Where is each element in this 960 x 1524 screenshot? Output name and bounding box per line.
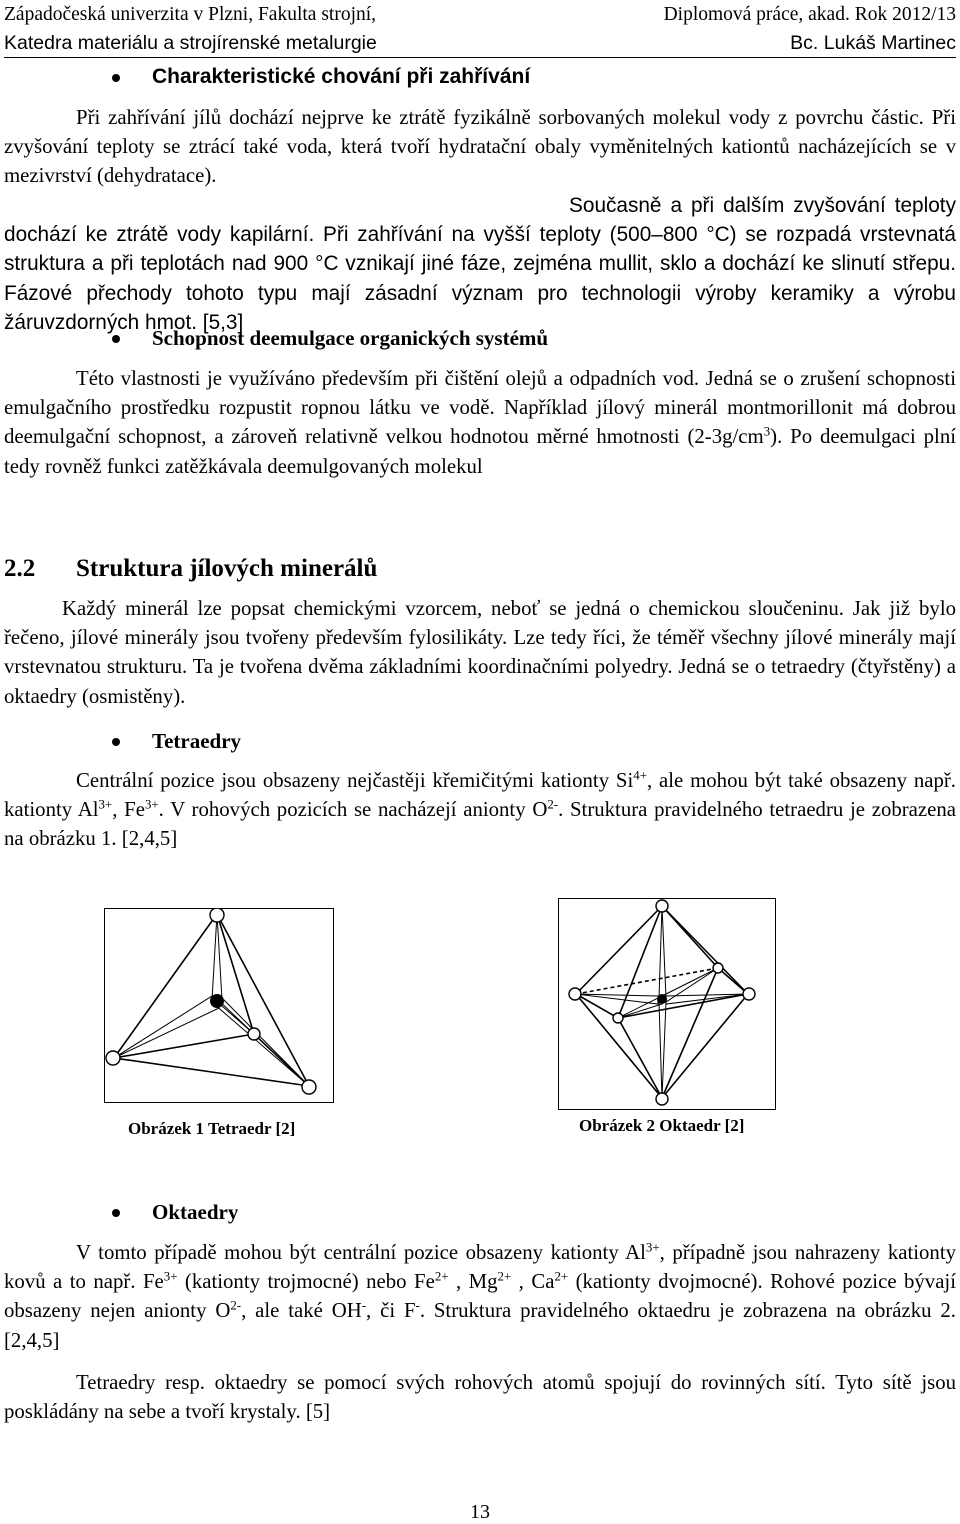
header-row-2 — [4, 29, 956, 58]
oxygen-atom — [613, 1013, 623, 1023]
bullet-heading-deemulsion — [4, 323, 956, 353]
octahedron-figure — [558, 898, 776, 1110]
page-header — [4, 0, 956, 58]
bullet-icon — [112, 738, 120, 746]
oxygen-atom — [656, 900, 668, 912]
bullet-heading-tetrahedra — [4, 726, 956, 756]
header-divider — [4, 57, 956, 58]
header-author: Bc. Lukáš Martinec — [790, 32, 956, 54]
oxygen-atom — [743, 988, 755, 1000]
paragraph-heating — [4, 103, 956, 191]
paragraph-octahedra: V tomto případě mohou být centrální pozice obsazeny kationty $Al^{3+}$, případně jsou nahrazeny kationty kovů a to např. $Fe^{3+}$ (kationty trojmocné) nebo $Fe^{2+}$ , $Mg^{2+}$ , $Ca^{2+}$ (kationty dvojmocné). Rohové pozice bývají obsazeny nejen anionty $O^{2-}$, ale také OH-, či F-. Struktura pravidelného oktaedru je zobrazena na obrázku 2. [2,4,5] — [4, 1240, 956, 1352]
paragraph-deemulsion: Této vlastnosti je využíváno především při čištění olejů a odpadních vod. Jedná se o zrušení schopnosti emulgačního prostředku rozpustit ropnou látku ve vodě. Například jílový minerál montmorillonit má dobrou deemulgační schopnost, a zároveň relativně velkou hodnotou měrné hmotnosti $(2-3g/cm^3)$. Po deemulgaci plní tedy rovněž funkci zatěžkávala deemulgovaných molekul — [4, 367, 957, 478]
paragraph-networks: Tetraedry resp. oktaedry se pomocí svých rohových atomů spojují do rovinných sítí. Tyto sítě jsou poskládány na sebe a tvoří krystaly. [5] — [4, 1371, 956, 1424]
oxygen-atom — [713, 963, 723, 973]
heading-octahedra: Oktaedry — [152, 1200, 239, 1224]
bullet-heading-octahedra — [4, 1197, 956, 1227]
paragraph-heating-lead: Při zahřívání jílů dochází nejprve ke ztrátě fyzikálně sorbovaných molekul vody z povrchu částic. Při zvyšování teploty se ztrácí také voda, která tvoří hydratační obaly vyměnitelných kationtů nacházejících se v mezivrství (dehydratace). — [4, 106, 956, 188]
bullet-icon — [112, 335, 120, 343]
oxygen-atom — [569, 988, 581, 1000]
paragraph-heating-continued — [4, 191, 956, 337]
paragraph-heating-body: Současně a při dalším zvyšování teploty dochází ke ztrátě vody kapilární. Při zahřívání na vyšší teploty (500–800 °C) se rozpadá vrstevnatá struktura a při teplotách nad 900 °C vznikají jiné fáze, zejména mullit, sklo a dochází ke slinutí střepu. Fázové přechody tohoto typu mají zásadní význam pro technologii výroby keramiky a výrobu žáruvzdorných hmot. [5,3] — [4, 194, 956, 334]
header-thesis-info: Diplomová práce, akad. Rok 2012/13 — [663, 4, 956, 25]
oxygen-atom — [210, 908, 224, 922]
section-title: Struktura jílových minerálů — [76, 555, 378, 582]
section-number: 2.2 — [4, 555, 36, 582]
heading-tetrahedra: Tetraedry — [152, 729, 242, 753]
oxygen-atom — [656, 1093, 668, 1105]
heading-deemulsion: Schopnost deemulgace organických systémů — [152, 326, 549, 350]
paragraph-structure: Každý minerál lze popsat chemickými vzorcem, neboť se jedná o chemickou sloučeninu. Jak již bylo řečeno, jílové minerály jsou tvořeny především fylosilikáty. Lze tedy říci, že téměř všechny jílové minerály mají vrstevnatou strukturu. Ta je tvořena dvěma základními koordinačními polyedry. Jedná se o tetraedry (čtyřstěny) a oktaedry (osmistěny). — [4, 597, 956, 708]
central-cation — [657, 994, 667, 1004]
figure-1-caption: Obrázek 1 Tetraedr [2] — [128, 1119, 296, 1138]
bullet-heading-heating — [4, 62, 956, 92]
header-row-1 — [4, 0, 956, 29]
oxygen-atom — [106, 1051, 120, 1065]
central-cation — [210, 994, 224, 1008]
paragraph-tetrahedra: Centrální pozice jsou obsazeny nejčastěji křemičitými kationty $Si^{4+}$, ale mohou být také obsazeny např. kationty $Al^{3+}$, $Fe^{3+}$. V rohových pozicích se nacházejí anionty $O^{2-}$. Struktura pravidelného tetraedru je zobrazena na obrázku 1. [2,4,5] — [4, 768, 956, 851]
heading-heating: Charakteristické chování při zahřívání — [152, 65, 531, 88]
header-university: Západočeská univerzita v Plzni, Fakulta strojní, — [4, 4, 377, 25]
oxygen-atom — [302, 1080, 316, 1094]
figure-2-caption: Obrázek 2 Oktaedr [2] — [579, 1116, 745, 1135]
tetrahedron-figure — [104, 908, 334, 1103]
page-number: 13 — [470, 1501, 490, 1523]
bullet-icon — [112, 1209, 120, 1217]
header-department: Katedra materiálu a strojírenské metalurgie — [4, 32, 377, 54]
oxygen-atom — [248, 1028, 260, 1040]
bullet-icon — [112, 74, 120, 82]
